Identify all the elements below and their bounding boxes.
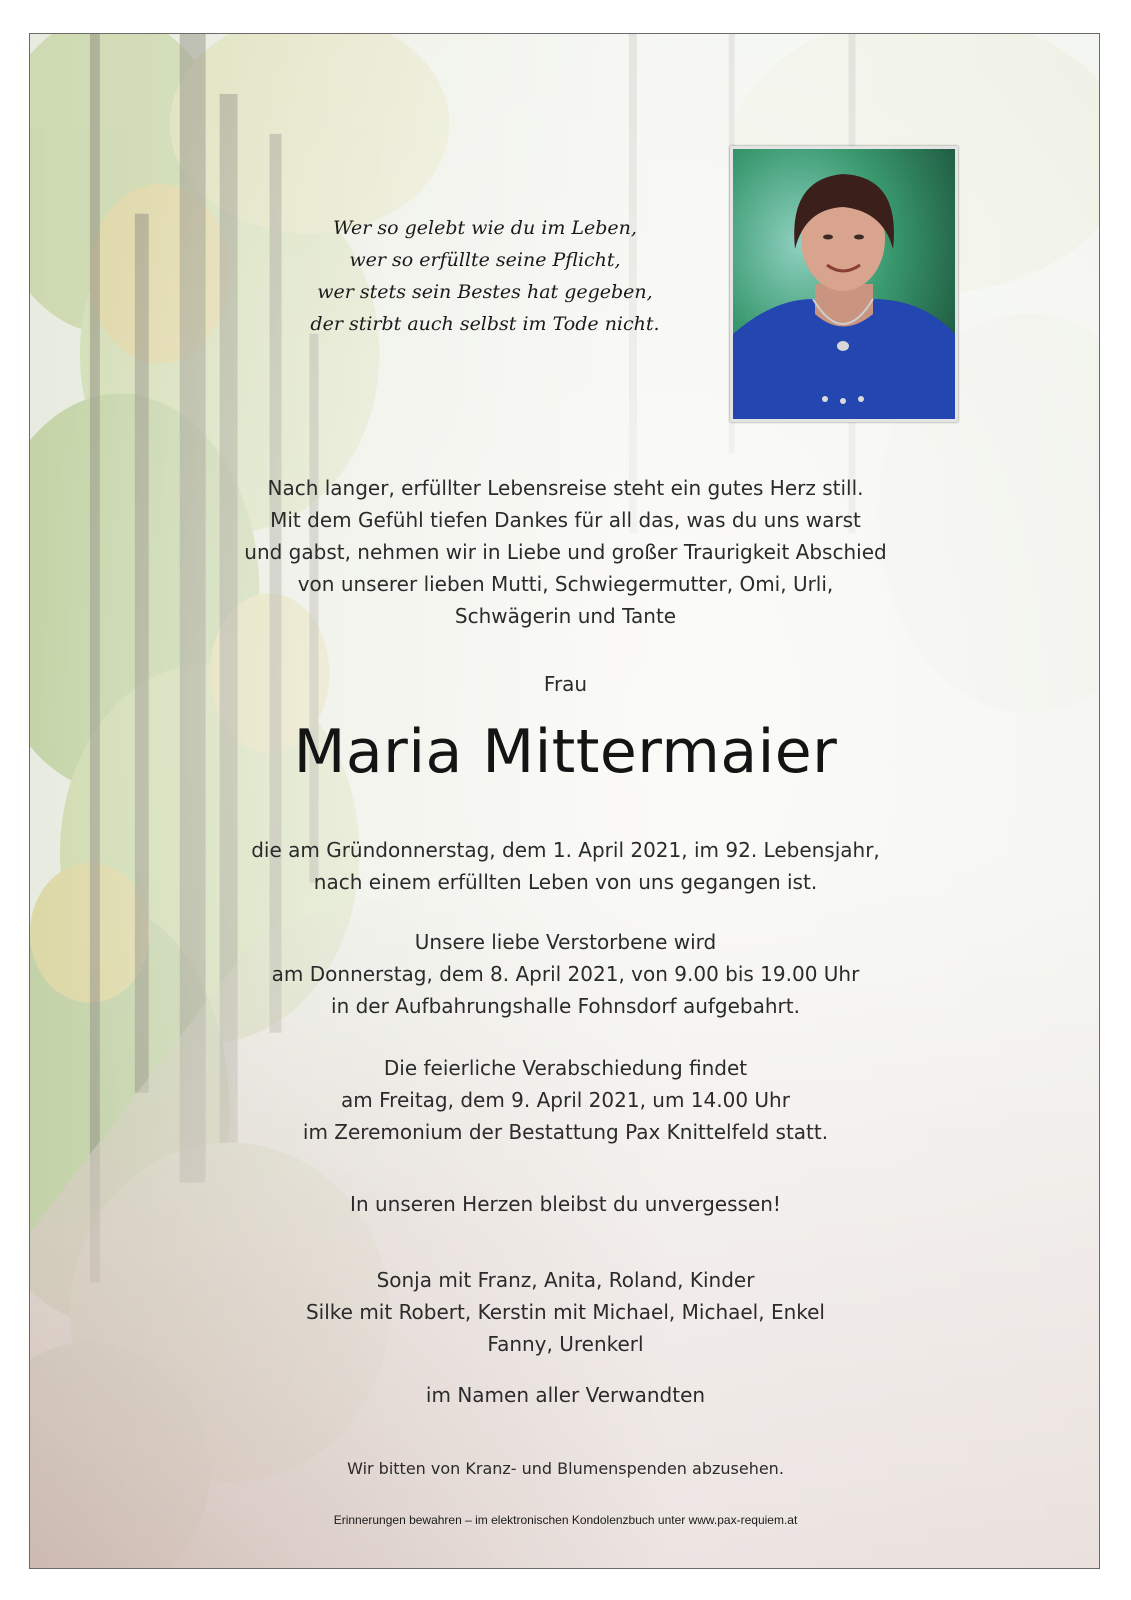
farewell-line: am Freitag, dem 9. April 2021, um 14.00 Uhr (341, 1088, 790, 1112)
poem-line: wer so erfüllte seine Pflicht, (349, 249, 621, 271)
farewell-line: im Zeremonium der Bestattung Pax Knittelfeld statt. (302, 1120, 829, 1144)
flower-request: Wir bitten von Kranz- und Blumenspenden abzusehen. (347, 1459, 784, 1478)
death-notice (30, 834, 1100, 898)
poem-line: der stirbt auch selbst im Tode nicht. (310, 313, 660, 335)
condolence-footer: Erinnerungen bewahren – im elektronischen Kondolenzbuch unter www.pax-requiem.at (333, 1513, 798, 1527)
intro-text (30, 472, 1100, 632)
family-line: Silke mit Robert, Kerstin mit Michael, Michael, Enkel (305, 1300, 825, 1324)
portrait-photo (730, 146, 958, 422)
intro-line: von unserer lieben Mutti, Schwiegermutter, Omi, Urli, (297, 572, 834, 596)
poem-line: Wer so gelebt wie du im Leben, (333, 217, 637, 239)
intro-line: und gabst, nehmen wir in Liebe und großer Traurigkeit Abschied (244, 540, 887, 564)
farewell-info (30, 1052, 1100, 1148)
family-list (30, 1264, 1100, 1360)
remembrance-line: In unseren Herzen bleibst du unvergessen! (350, 1192, 781, 1216)
viewing-line: in der Aufbahrungshalle Fohnsdorf aufgebahrt. (331, 994, 800, 1018)
viewing-info (30, 926, 1100, 1022)
poem-line: wer stets sein Bestes hat gegeben, (317, 281, 653, 303)
intro-line: Schwägerin und Tante (454, 604, 677, 628)
intro-line: Mit dem Gefühl tiefen Dankes für all das, was du uns warst (270, 508, 861, 532)
viewing-line: Unsere liebe Verstorbene wird (414, 930, 717, 954)
deceased-name: Maria Mittermaier (293, 717, 838, 787)
death-line: nach einem erfüllten Leben von uns gegangen ist. (313, 870, 818, 894)
viewing-line: am Donnerstag, dem 8. April 2021, von 9.00 bis 19.00 Uhr (271, 962, 860, 986)
death-line: die am Gründonnerstag, dem 1. April 2021, im 92. Lebensjahr, (251, 838, 880, 862)
family-line: Fanny, Urenkerl (487, 1332, 644, 1356)
relatives-line: im Namen aller Verwandten (425, 1383, 706, 1407)
intro-line: Nach langer, erfüllter Lebensreise steht ein gutes Herz still. (267, 476, 864, 500)
obituary-card (29, 33, 1100, 1569)
farewell-line: Die feierliche Verabschiedung findet (383, 1056, 748, 1080)
memorial-poem (270, 212, 700, 340)
family-line: Sonja mit Franz, Anita, Roland, Kinder (376, 1268, 755, 1292)
salutation: Frau (543, 672, 588, 696)
